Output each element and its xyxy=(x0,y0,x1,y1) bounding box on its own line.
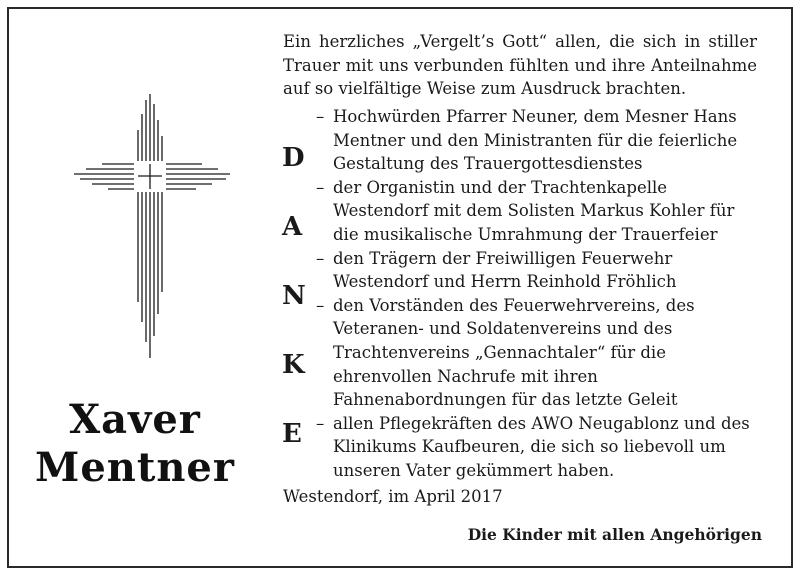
danke-letter-a: A xyxy=(282,212,303,242)
danke-letter-n: N xyxy=(282,281,306,311)
dash-marker: – xyxy=(316,248,325,268)
dash-marker: – xyxy=(316,295,325,315)
thanks-item-text: den Vorständen des Feuerwehrvereins, des Veteranen- und Soldatenvereins und des Trachtenvereins „Gennachtaler“ für die ehrenvollen Nachrufe mit ihren Fahnenabordnungen für das letzte Geleit xyxy=(333,295,695,410)
thanks-item-text: Hochwürden Pfarrer Neuner, dem Mesner Hans Mentner und den Ministranten für die feierliche Gestaltung des Trauergottesdienstes xyxy=(333,107,738,174)
danke-letter-d: D xyxy=(282,143,305,173)
dash-marker: – xyxy=(316,107,325,126)
thanks-item xyxy=(316,412,761,483)
deceased-last-name: Mentner xyxy=(35,444,235,491)
dash-marker: – xyxy=(316,177,325,197)
thanks-item xyxy=(316,176,761,247)
thanks-item xyxy=(316,294,761,412)
dash-marker: – xyxy=(316,413,325,433)
intro-paragraph: Ein herzliches „Vergelt’s Gott“ allen, die sich in stiller Trauer mit uns verbunden fühlten und ihre Anteilnahme auf so vielfältige Weise zum Ausdruck brachten. xyxy=(283,32,757,98)
thanks-item xyxy=(316,105,761,176)
signature: Die Kinder mit allen Angehörigen xyxy=(467,525,762,544)
place-date: Westendorf, im April 2017 xyxy=(283,487,503,506)
thanks-list xyxy=(316,105,761,483)
cross-icon xyxy=(72,92,232,360)
deceased-name xyxy=(20,396,250,492)
thanks-item-text: den Trägern der Freiwilligen Feuerwehr Westendorf und Herrn Reinhold Fröhlich xyxy=(333,248,677,292)
thanks-item-text: der Organistin und der Trachtenkapelle Westendorf mit dem Solisten Markus Kohler für die musikalische Umrahmung der Trauerfeier xyxy=(333,177,735,244)
danke-letter-e: E xyxy=(282,419,302,449)
thanks-item-text: allen Pflegekräften des AWO Neugablonz und des Klinikums Kaufbeuren, die sich so liebevoll um unseren Vater gekümmert haben. xyxy=(333,413,750,480)
thanks-item xyxy=(316,247,761,294)
danke-letter-k: K xyxy=(282,350,305,380)
deceased-first-name: Xaver xyxy=(69,396,201,443)
